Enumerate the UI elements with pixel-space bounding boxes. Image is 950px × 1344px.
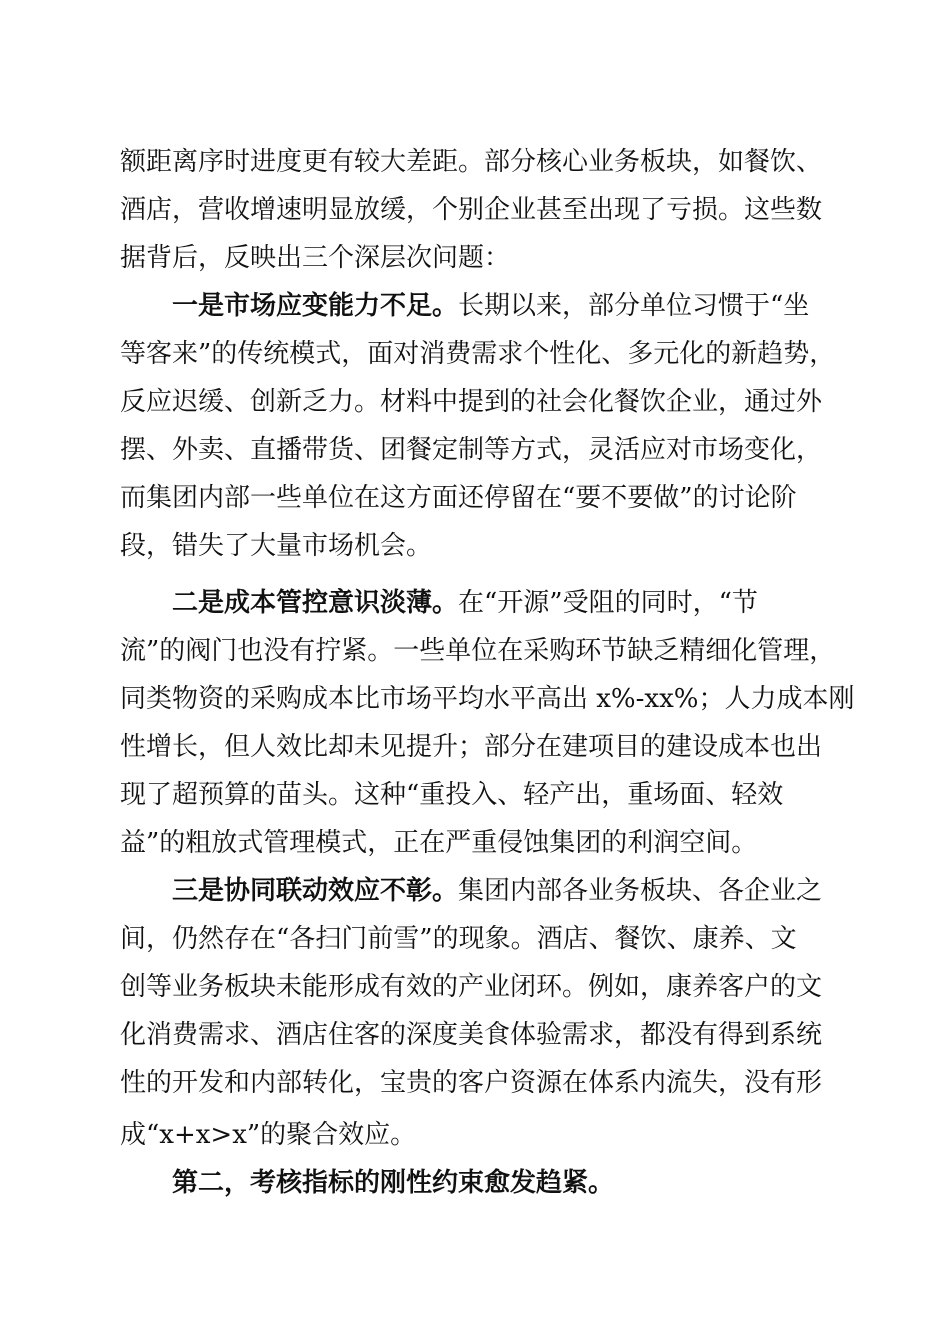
text-line: 性的开发和内部转化，宝贵的客户资源在体系内流失，没有形	[120, 1068, 823, 1098]
text-line: 摆、外卖、直播带货、团餐定制等方式，灵活应对市场变化，	[120, 435, 823, 465]
paragraph-first-line	[172, 871, 950, 911]
paragraph-heading: 一是市场应变能力不足。	[172, 291, 459, 321]
paragraph-text: 在“开源”受阻的同时，“节	[458, 588, 758, 618]
text-line: 流”的阀门也没有拧紧。一些单位在采购环节缺乏精细化管理，	[120, 636, 836, 666]
text-line: 等客来”的传统模式，面对消费需求个性化、多元化的新趋势，	[120, 339, 836, 369]
text-line: 段，错失了大量市场机会。	[120, 531, 433, 561]
text-line: 成“x+x>x”的聚合效应。	[120, 1120, 417, 1150]
text-line: 益”的粗放式管理模式，正在严重侵蚀集团的利润空间。	[120, 828, 758, 858]
text-line: 化消费需求、酒店住客的深度美食体验需求，都没有得到系统	[120, 1020, 823, 1050]
paragraph-heading: 三是协同联动效应不彰。	[172, 876, 459, 906]
text-line: 同类物资的采购成本比市场平均水平高出 x%-xx%；人力成本刚	[120, 684, 855, 714]
text-line: 酒店，营收增速明显放缓，个别企业甚至出现了亏损。这些数	[120, 195, 823, 225]
text-line: 现了超预算的苗头。这种“重投入、轻产出，重场面、轻效	[120, 780, 784, 810]
text-line: 性增长，但人效比却未见提升；部分在建项目的建设成本也出	[120, 732, 823, 762]
paragraph-text: 集团内部各业务板块、各企业之	[458, 876, 823, 906]
paragraph-first-line	[172, 583, 950, 623]
text-line: 据背后，反映出三个深层次问题：	[120, 243, 511, 273]
text-line: 创等业务板块未能形成有效的产业闭环。例如，康养客户的文	[120, 972, 823, 1002]
text-line: 额距离序时进度更有较大差距。部分核心业务板块，如餐饮、	[120, 147, 823, 177]
paragraph-heading: 二是成本管控意识淡薄。	[172, 588, 459, 618]
text-line: 间，仍然存在“各扫门前雪”的现象。酒店、餐饮、康养、文	[120, 924, 797, 954]
text-line: 而集团内部一些单位在这方面还停留在“要不要做”的讨论阶	[120, 483, 797, 513]
text-line: 反应迟缓、创新乏力。材料中提到的社会化餐饮企业，通过外	[120, 387, 823, 417]
section-heading: 第二，考核指标的刚性约束愈发趋紧。	[172, 1168, 615, 1198]
paragraph-first-line	[172, 286, 950, 326]
paragraph-text: 长期以来，部分单位习惯于“坐	[458, 291, 810, 321]
